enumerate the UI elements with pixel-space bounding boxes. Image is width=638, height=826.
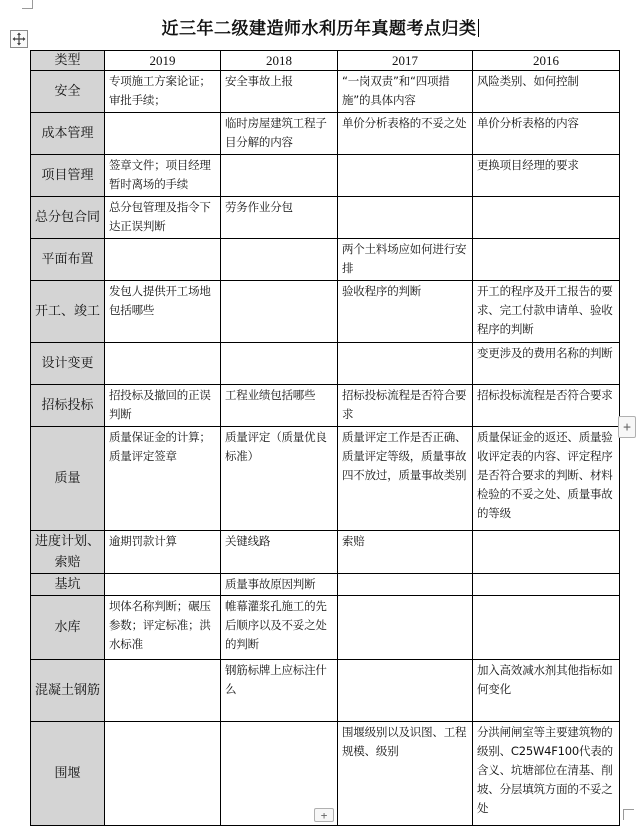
plus-icon: + — [623, 419, 631, 435]
topic-cell-2017[interactable]: 索赔 — [338, 531, 473, 574]
topic-cell-2018[interactable] — [221, 343, 338, 385]
header-2018: 2018 — [221, 51, 338, 71]
header-2019: 2019 — [105, 51, 221, 71]
category-cell[interactable]: 水库 — [31, 596, 105, 660]
table-row — [31, 113, 620, 155]
topic-cell-2016[interactable] — [473, 531, 620, 574]
topic-cell-2016[interactable]: 单价分析表格的内容 — [473, 113, 620, 155]
topic-cell-2016[interactable]: 风险类别、如何控制 — [473, 71, 620, 113]
topic-cell-2018[interactable]: 安全事故上报 — [221, 71, 338, 113]
category-cell[interactable]: 质量 — [31, 427, 105, 531]
topic-cell-2018[interactable]: 质量评定（质量优良标准） — [221, 427, 338, 531]
topic-cell-2016[interactable] — [473, 574, 620, 596]
category-cell[interactable]: 围堰 — [31, 722, 105, 826]
table-row — [31, 385, 620, 427]
topic-cell-2017[interactable]: 招标投标流程是否符合要求 — [338, 385, 473, 427]
category-cell[interactable]: 招标投标 — [31, 385, 105, 427]
topic-cell-2018[interactable] — [221, 281, 338, 343]
topic-cell-2019[interactable] — [105, 574, 221, 596]
topic-cell-2019[interactable] — [105, 722, 221, 826]
topic-cell-2019[interactable] — [105, 113, 221, 155]
add-row-button[interactable] — [314, 808, 334, 822]
topic-cell-2018[interactable]: 质量事故原因判断 — [221, 574, 338, 596]
topic-cell-2018[interactable]: 钢筋标牌上应标注什么 — [221, 660, 338, 722]
topic-cell-2016[interactable]: 变更涉及的费用名称的判断 — [473, 343, 620, 385]
topic-cell-2018[interactable]: 关键线路 — [221, 531, 338, 574]
topic-cell-2018[interactable]: 工程业绩包括哪些 — [221, 385, 338, 427]
topic-cell-2017[interactable]: 单价分析表格的不妥之处 — [338, 113, 473, 155]
topic-cell-2018[interactable]: 劳务作业分包 — [221, 197, 338, 239]
topic-cell-2017[interactable]: 质量评定工作是否正确、质量评定等级，质量事故四不放过，质量事故类别 — [338, 427, 473, 531]
topic-cell-2017[interactable]: 围堰级别以及识图、工程规模、级别 — [338, 722, 473, 826]
category-cell[interactable]: 平面布置 — [31, 239, 105, 281]
table-row — [31, 71, 620, 113]
topic-cell-2016[interactable]: 招标投标流程是否符合要求 — [473, 385, 620, 427]
topic-cell-2016[interactable] — [473, 239, 620, 281]
topic-cell-2018[interactable]: 临时房屋建筑工程子目分解的内容 — [221, 113, 338, 155]
category-cell[interactable]: 开工、竣工 — [31, 281, 105, 343]
topic-cell-2017[interactable]: 两个土料场应如何进行安排 — [338, 239, 473, 281]
topic-cell-2017[interactable] — [338, 197, 473, 239]
topic-cell-2016[interactable]: 开工的程序及开工报告的要求、完工付款申请单、验收程序的判断 — [473, 281, 620, 343]
category-cell[interactable]: 总分包合同 — [31, 197, 105, 239]
category-cell[interactable]: 进度计划、索赔 — [31, 531, 105, 574]
topic-cell-2016[interactable] — [473, 596, 620, 660]
category-cell[interactable]: 项目管理 — [31, 155, 105, 197]
category-cell[interactable]: 混凝土钢筋 — [31, 660, 105, 722]
topic-cell-2016[interactable] — [473, 197, 620, 239]
topic-cell-2017[interactable] — [338, 155, 473, 197]
table-row — [31, 660, 620, 722]
topic-cell-2016[interactable]: 质量保证金的返还、质量验收评定表的内容、评定程序是否符合要求的判断、材料检验的不妥之处、质量事故的等级 — [473, 427, 620, 531]
table-body — [31, 71, 620, 826]
table-row — [31, 155, 620, 197]
topic-cell-2019[interactable]: 总分包管理及指令下达正误判断 — [105, 197, 221, 239]
topic-cell-2019[interactable]: 签章文件；项目经理暂时离场的手续 — [105, 155, 221, 197]
table-row — [31, 197, 620, 239]
corner-crop-mark — [22, 0, 33, 9]
table-row — [31, 596, 620, 660]
header-type: 类型 — [31, 51, 105, 71]
table-row — [31, 343, 620, 385]
corner-crop-mark — [623, 809, 634, 820]
plus-icon: + — [320, 808, 328, 822]
table-row — [31, 574, 620, 596]
topic-cell-2017[interactable] — [338, 574, 473, 596]
category-cell[interactable]: 成本管理 — [31, 113, 105, 155]
topic-cell-2017[interactable]: “一岗双责”和“四项措施”的具体内容 — [338, 71, 473, 113]
document-title-text: 近三年二级建造师水利历年真题考点归类 — [161, 19, 477, 39]
category-cell[interactable]: 设计变更 — [31, 343, 105, 385]
topic-cell-2016[interactable]: 更换项目经理的要求 — [473, 155, 620, 197]
table-header-row — [31, 51, 620, 71]
table-row — [31, 531, 620, 574]
topic-cell-2018[interactable] — [221, 239, 338, 281]
topic-cell-2019[interactable]: 专项施工方案论证；审批手续； — [105, 71, 221, 113]
topic-cell-2017[interactable]: 验收程序的判断 — [338, 281, 473, 343]
topic-cell-2019[interactable]: 招投标及撤回的正误判断 — [105, 385, 221, 427]
topic-cell-2019[interactable]: 质量保证金的计算；质量评定签章 — [105, 427, 221, 531]
topic-cell-2017[interactable] — [338, 343, 473, 385]
topic-cell-2019[interactable]: 发包人提供开工场地包括哪些 — [105, 281, 221, 343]
topic-cell-2018[interactable] — [221, 155, 338, 197]
topic-cell-2019[interactable] — [105, 343, 221, 385]
topic-cell-2019[interactable] — [105, 660, 221, 722]
topic-cell-2016[interactable]: 分洪闸闸室等主要建筑物的级别、C25W4F100代表的含义、坑塘部位在清基、削坡、分层填筑方面的不妥之处 — [473, 722, 620, 826]
topic-cell-2018[interactable]: 帷幕灌浆孔施工的先后顺序以及不妥之处的判断 — [221, 596, 338, 660]
text-cursor — [478, 19, 479, 37]
header-2016: 2016 — [473, 51, 620, 71]
topic-cell-2019[interactable]: 逾期罚款计算 — [105, 531, 221, 574]
category-cell[interactable]: 安全 — [31, 71, 105, 113]
table-row — [31, 239, 620, 281]
topic-cell-2019[interactable] — [105, 239, 221, 281]
document-title[interactable] — [0, 14, 638, 39]
header-2017: 2017 — [338, 51, 473, 71]
topic-cell-2019[interactable]: 坝体名称判断；碾压参数；评定标准；洪水标准 — [105, 596, 221, 660]
add-column-button[interactable] — [618, 416, 636, 438]
topic-table — [30, 50, 620, 826]
topic-cell-2016[interactable]: 加入高效减水剂其他指标如何变化 — [473, 660, 620, 722]
category-cell[interactable]: 基坑 — [31, 574, 105, 596]
topic-cell-2017[interactable] — [338, 596, 473, 660]
table-row — [31, 281, 620, 343]
table-row — [31, 427, 620, 531]
topic-cell-2017[interactable] — [338, 660, 473, 722]
